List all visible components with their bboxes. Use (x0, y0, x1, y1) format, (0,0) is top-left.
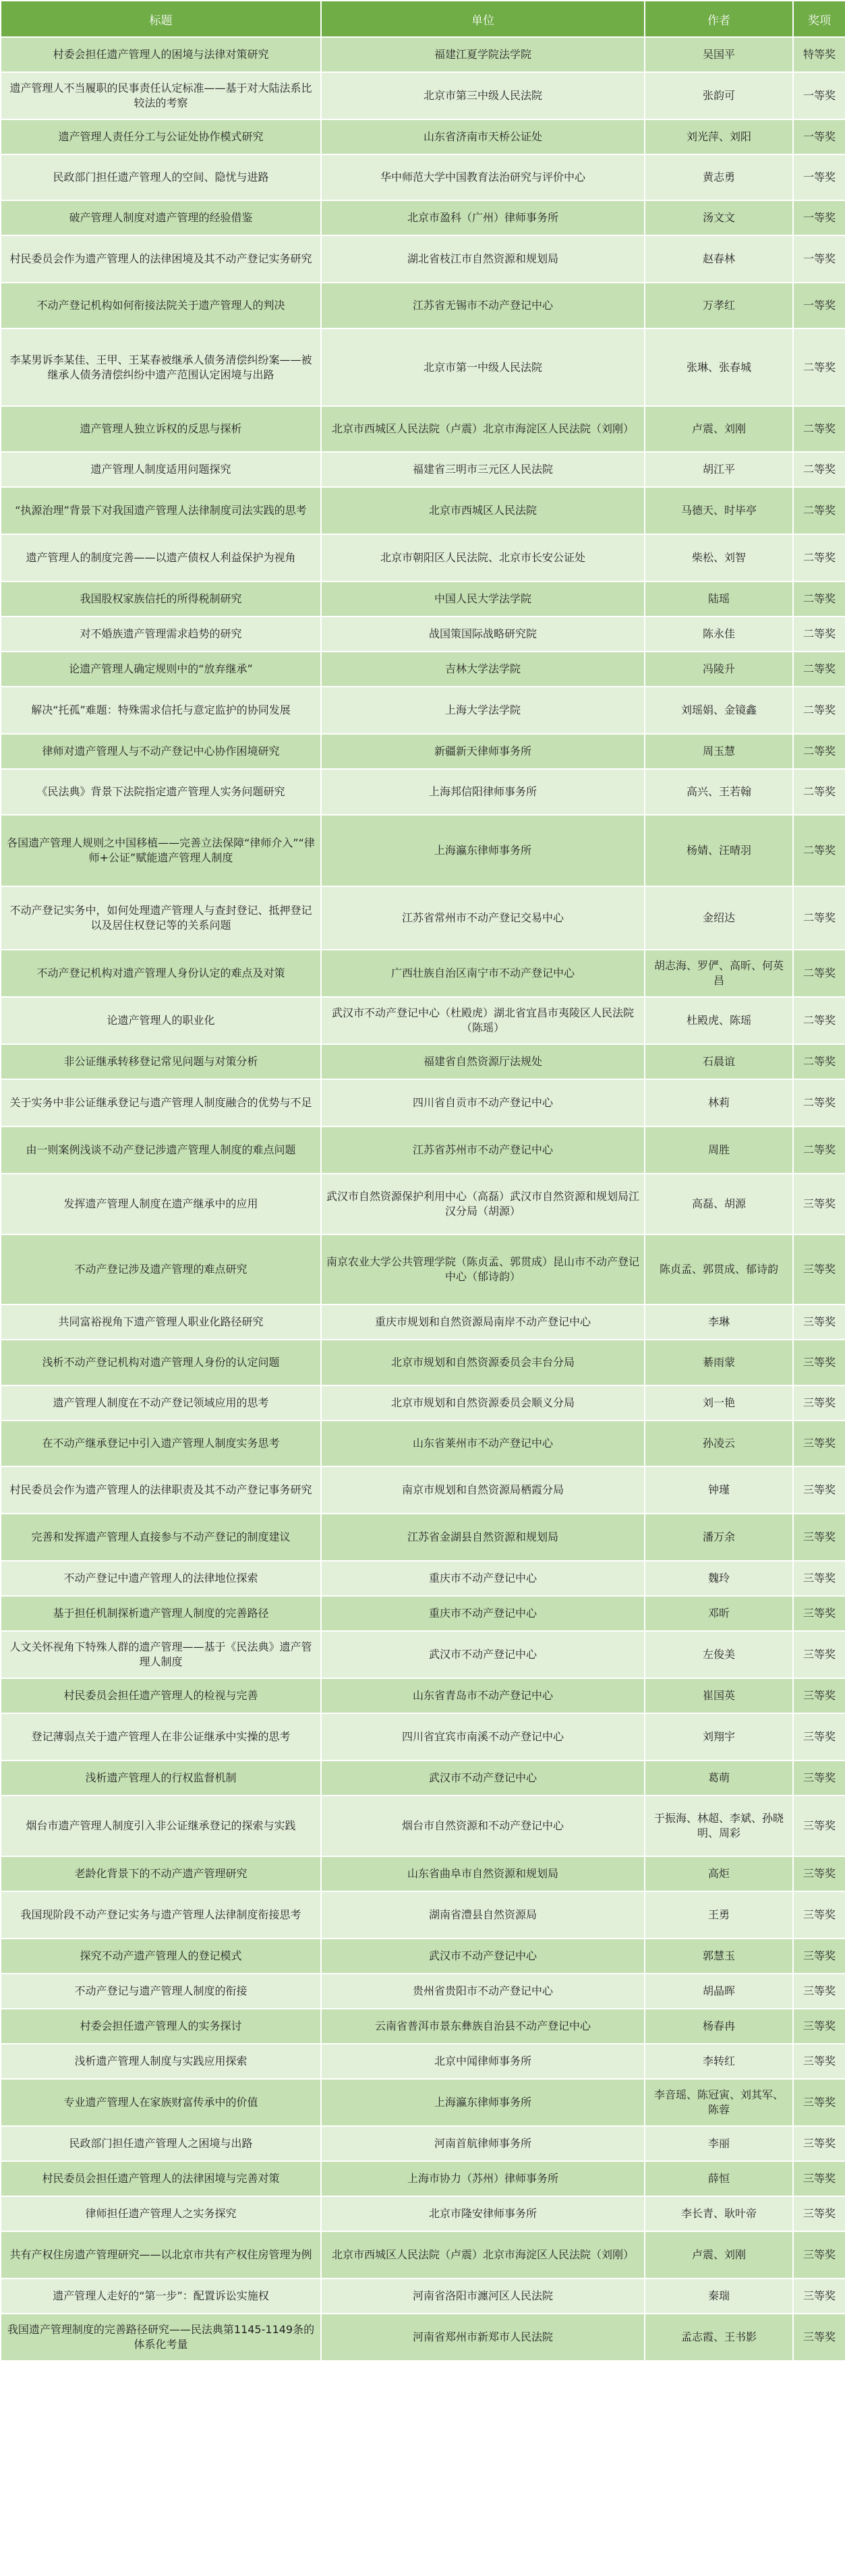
table-row (1, 886, 845, 950)
cell-unit: 北京市朝阳区人民法院、北京市长安公证处 (321, 534, 645, 581)
cell-author: 刘瑶娟、金镜鑫 (645, 687, 793, 734)
cell-award: 三等奖 (793, 1761, 845, 1796)
cell-title: 《民法典》背景下法院指定遗产管理人实务问题研究 (1, 769, 321, 815)
cell-unit: 中国人民大学法学院 (321, 581, 645, 617)
cell-author: 卢震、刘刚 (645, 2231, 793, 2279)
cell-author: 胡志海、罗俨、高昕、何英昌 (645, 950, 793, 997)
cell-award: 一等奖 (793, 154, 845, 200)
cell-author: 綦雨蒙 (645, 1340, 793, 1385)
cell-author: 高炬 (645, 1856, 793, 1891)
cell-author: 李长青、耿叶帝 (645, 2196, 793, 2231)
table-row (1, 652, 845, 687)
cell-author: 李转红 (645, 2044, 793, 2079)
cell-author: 刘翔宇 (645, 1713, 793, 1761)
cell-award: 二等奖 (793, 534, 845, 581)
header-title: 标题 (1, 1, 321, 37)
table-row (1, 1678, 845, 1713)
header-author: 作者 (645, 1, 793, 37)
cell-author: 李丽 (645, 2126, 793, 2161)
table-row (1, 119, 845, 154)
cell-title: 对不婚族遗产管理需求趋势的研究 (1, 617, 321, 652)
cell-unit: 山东省济南市天桥公证处 (321, 119, 645, 154)
cell-unit: 北京市第三中级人民法院 (321, 72, 645, 119)
cell-unit: 武汉市不动产登记中心（杜殿虎）湖北省宜昌市夷陵区人民法院（陈瑶） (321, 997, 645, 1044)
cell-author: 孟志霞、王书影 (645, 2314, 793, 2361)
cell-award: 二等奖 (793, 1126, 845, 1174)
cell-title: 不动产登记涉及遗产管理的难点研究 (1, 1234, 321, 1305)
cell-award: 二等奖 (793, 617, 845, 652)
cell-title: 各国遗产管理人规则之中国移植——完善立法保障“律师介入”“律师+公证”赋能遗产管理人制度 (1, 815, 321, 886)
cell-title: 浅析遗产管理人制度与实践应用探索 (1, 2044, 321, 2079)
table-row (1, 1234, 845, 1305)
cell-unit: 江苏省常州市不动产登记交易中心 (321, 886, 645, 950)
cell-title: 不动产登记实务中，如何处理遗产管理人与查封登记、抵押登记以及居住权登记等的关系问题 (1, 886, 321, 950)
cell-unit: 武汉市不动产登记中心 (321, 1939, 645, 1974)
table-row (1, 1044, 845, 1079)
cell-author: 王勇 (645, 1891, 793, 1939)
cell-award: 二等奖 (793, 581, 845, 617)
cell-author: 陆瑶 (645, 581, 793, 617)
cell-author: 郭慧玉 (645, 1939, 793, 1974)
cell-title: 共有产权住房遗产管理研究——以北京市共有产权住房管理为例 (1, 2231, 321, 2279)
cell-unit: 山东省莱州市不动产登记中心 (321, 1421, 645, 1466)
cell-unit: 北京市规划和自然资源委员会丰台分局 (321, 1340, 645, 1385)
cell-title: 遗产管理人制度在不动产登记领域应用的思考 (1, 1385, 321, 1421)
cell-author: 崔国英 (645, 1678, 793, 1713)
cell-award: 二等奖 (793, 652, 845, 687)
table-row (1, 2126, 845, 2161)
cell-author: 高磊、胡源 (645, 1174, 793, 1234)
table-row (1, 2009, 845, 2044)
cell-title: 不动产登记中遗产管理人的法律地位探索 (1, 1561, 321, 1596)
cell-title: 非公证继承转移登记常见问题与对策分析 (1, 1044, 321, 1079)
cell-unit: 湖南省澧县自然资源局 (321, 1891, 645, 1939)
cell-award: 三等奖 (793, 1891, 845, 1939)
table-row (1, 997, 845, 1044)
cell-author: 金绍达 (645, 886, 793, 950)
cell-author: 张韵可 (645, 72, 793, 119)
table-row (1, 1561, 845, 1596)
cell-unit: 北京市西城区人民法院（卢震）北京市海淀区人民法院（刘刚） (321, 406, 645, 452)
cell-title: 共同富裕视角下遗产管理人职业化路径研究 (1, 1305, 321, 1340)
cell-author: 柴松、刘智 (645, 534, 793, 581)
cell-unit: 上海瀛东律师事务所 (321, 2079, 645, 2126)
cell-author: 刘一艳 (645, 1385, 793, 1421)
cell-author: 冯陵升 (645, 652, 793, 687)
cell-unit: 云南省普洱市景东彝族自治县不动产登记中心 (321, 2009, 645, 2044)
table-row (1, 1079, 845, 1126)
cell-unit: 重庆市规划和自然资源局南岸不动产登记中心 (321, 1305, 645, 1340)
cell-award: 三等奖 (793, 1234, 845, 1305)
cell-author: 潘万余 (645, 1514, 793, 1561)
cell-author: 左俊美 (645, 1631, 793, 1678)
table-row (1, 1939, 845, 1974)
cell-author: 卢震、刘刚 (645, 406, 793, 452)
cell-award: 三等奖 (793, 2044, 845, 2079)
cell-unit: 北京市隆安律师事务所 (321, 2196, 645, 2231)
table-row (1, 200, 845, 235)
table-row (1, 328, 845, 406)
cell-title: 民政部门担任遗产管理人之困境与出路 (1, 2126, 321, 2161)
cell-unit: 北京中闻律师事务所 (321, 2044, 645, 2079)
cell-award: 二等奖 (793, 328, 845, 406)
cell-title: 村委会担任遗产管理人的实务探讨 (1, 2009, 321, 2044)
cell-unit: 战国策国际战略研究院 (321, 617, 645, 652)
cell-unit: 吉林大学法学院 (321, 652, 645, 687)
cell-title: 登记薄弱点关于遗产管理人在非公证继承中实操的思考 (1, 1713, 321, 1761)
cell-unit: 贵州省贵阳市不动产登记中心 (321, 1974, 645, 2009)
cell-title: 村委会担任遗产管理人的困境与法律对策研究 (1, 37, 321, 72)
table-row (1, 1761, 845, 1796)
table-row (1, 687, 845, 734)
cell-award: 一等奖 (793, 235, 845, 283)
cell-unit: 广西壮族自治区南宁市不动产登记中心 (321, 950, 645, 997)
table-row (1, 769, 845, 815)
table-row (1, 2196, 845, 2231)
cell-unit: 武汉市自然资源保护利用中心（高磊）武汉市自然资源和规划局江汉分局（胡源） (321, 1174, 645, 1234)
cell-award: 一等奖 (793, 72, 845, 119)
cell-award: 三等奖 (793, 1713, 845, 1761)
cell-award: 三等奖 (793, 2196, 845, 2231)
cell-award: 二等奖 (793, 1079, 845, 1126)
cell-title: 完善和发挥遗产管理人直接参与不动产登记的制度建议 (1, 1514, 321, 1561)
table-row (1, 950, 845, 997)
table-row (1, 1466, 845, 1514)
cell-title: 发挥遗产管理人制度在遗产继承中的应用 (1, 1174, 321, 1234)
cell-author: 于振海、林超、李斌、孙晓明、周彩 (645, 1796, 793, 1856)
cell-title: 不动产登记与遗产管理人制度的衔接 (1, 1974, 321, 2009)
header-row (1, 1, 845, 37)
cell-unit: 上海大学法学院 (321, 687, 645, 734)
cell-author: 陈贞孟、郭贯成、郁诗韵 (645, 1234, 793, 1305)
cell-title: 遗产管理人的制度完善——以遗产债权人利益保护为视角 (1, 534, 321, 581)
cell-title: “执源治理”背景下对我国遗产管理人法律制度司法实践的思考 (1, 487, 321, 534)
cell-unit: 上海市协力（苏州）律师事务所 (321, 2161, 645, 2196)
table-row (1, 2314, 845, 2361)
cell-title: 论遗产管理人确定规则中的“放弃继承” (1, 652, 321, 687)
cell-title: 浅析遗产管理人的行权监督机制 (1, 1761, 321, 1796)
cell-title: 烟台市遗产管理人制度引入非公证继承登记的探索与实践 (1, 1796, 321, 1856)
cell-title: 老龄化背景下的不动产遗产管理研究 (1, 1856, 321, 1891)
cell-author: 马德天、时毕亭 (645, 487, 793, 534)
cell-author: 薛恒 (645, 2161, 793, 2196)
table-row (1, 2079, 845, 2126)
cell-unit: 重庆市不动产登记中心 (321, 1596, 645, 1631)
cell-award: 三等奖 (793, 1631, 845, 1678)
cell-author: 高兴、王若翰 (645, 769, 793, 815)
cell-title: 我国股权家族信托的所得税制研究 (1, 581, 321, 617)
cell-title: 村民委员会作为遗产管理人的法律职责及其不动产登记事务研究 (1, 1466, 321, 1514)
cell-unit: 武汉市不动产登记中心 (321, 1631, 645, 1678)
table-row (1, 487, 845, 534)
cell-title: 我国现阶段不动产登记实务与遗产管理人法律制度衔接思考 (1, 1891, 321, 1939)
table-row (1, 1856, 845, 1891)
cell-title: 律师对遗产管理人与不动产登记中心协作困境研究 (1, 734, 321, 769)
table-row (1, 1974, 845, 2009)
header-award: 奖项 (793, 1, 845, 37)
table-row (1, 815, 845, 886)
cell-award: 三等奖 (793, 1678, 845, 1713)
cell-award: 二等奖 (793, 997, 845, 1044)
table-row (1, 2231, 845, 2279)
cell-award: 三等奖 (793, 1856, 845, 1891)
cell-title: 论遗产管理人的职业化 (1, 997, 321, 1044)
cell-award: 二等奖 (793, 687, 845, 734)
cell-title: 不动产登记机构如何衔接法院关于遗产管理人的判决 (1, 283, 321, 328)
cell-unit: 华中师范大学中国教育法治研究与评价中心 (321, 154, 645, 200)
cell-award: 三等奖 (793, 1561, 845, 1596)
cell-title: 探究不动产遗产管理人的登记模式 (1, 1939, 321, 1974)
cell-title: 人文关怀视角下特殊人群的遗产管理——基于《民法典》遗产管理人制度 (1, 1631, 321, 1678)
cell-title: 李某男诉李某佳、王甲、王某春被继承人债务清偿纠纷案——被继承人债务清偿纠纷中遗产范围认定困境与出路 (1, 328, 321, 406)
cell-author: 吴国平 (645, 37, 793, 72)
cell-author: 李琳 (645, 1305, 793, 1340)
cell-title: 基于担任机制探析遗产管理人制度的完善路径 (1, 1596, 321, 1631)
cell-award: 三等奖 (793, 1596, 845, 1631)
cell-author: 葛萌 (645, 1761, 793, 1796)
cell-award: 三等奖 (793, 1514, 845, 1561)
cell-title: 不动产登记机构对遗产管理人身份认定的难点及对策 (1, 950, 321, 997)
table-row (1, 452, 845, 487)
cell-author: 黄志勇 (645, 154, 793, 200)
cell-author: 邓昕 (645, 1596, 793, 1631)
table-row (1, 1305, 845, 1340)
cell-author: 杜殿虎、陈瑶 (645, 997, 793, 1044)
cell-title: 遗产管理人独立诉权的反思与探析 (1, 406, 321, 452)
cell-title: 遗产管理人责任分工与公证处协作模式研究 (1, 119, 321, 154)
cell-unit: 北京市西城区人民法院（卢震）北京市海淀区人民法院（刘刚） (321, 2231, 645, 2279)
table-row (1, 1174, 845, 1234)
table-row (1, 406, 845, 452)
cell-award: 二等奖 (793, 406, 845, 452)
cell-unit: 南京农业大学公共管理学院（陈贞孟、郭贯成）昆山市不动产登记中心（郁诗韵） (321, 1234, 645, 1305)
cell-unit: 北京市盈科（广州）律师事务所 (321, 200, 645, 235)
cell-unit: 江苏省金湖县自然资源和规划局 (321, 1514, 645, 1561)
table-row (1, 1385, 845, 1421)
table-row (1, 2161, 845, 2196)
table-row (1, 1713, 845, 1761)
cell-author: 孙凌云 (645, 1421, 793, 1466)
cell-award: 三等奖 (793, 1421, 845, 1466)
cell-unit: 河南首航律师事务所 (321, 2126, 645, 2161)
cell-award: 二等奖 (793, 487, 845, 534)
cell-author: 万孝红 (645, 283, 793, 328)
cell-author: 魏玲 (645, 1561, 793, 1596)
cell-unit: 福建省三明市三元区人民法院 (321, 452, 645, 487)
cell-author: 李音瑶、陈冠寅、刘其军、陈蓉 (645, 2079, 793, 2126)
cell-unit: 山东省曲阜市自然资源和规划局 (321, 1856, 645, 1891)
cell-title: 律师担任遗产管理人之实务探究 (1, 2196, 321, 2231)
cell-award: 三等奖 (793, 1340, 845, 1385)
cell-unit: 福建省自然资源厅法规处 (321, 1044, 645, 1079)
table-row (1, 154, 845, 200)
cell-award: 三等奖 (793, 2009, 845, 2044)
cell-unit: 南京市规划和自然资源局栖霞分局 (321, 1466, 645, 1514)
table-row (1, 617, 845, 652)
table-row (1, 37, 845, 72)
cell-award: 三等奖 (793, 2279, 845, 2314)
cell-author: 周玉慧 (645, 734, 793, 769)
cell-title: 在不动产继承登记中引入遗产管理人制度实务思考 (1, 1421, 321, 1466)
cell-title: 村民委员会担任遗产管理人的检视与完善 (1, 1678, 321, 1713)
cell-award: 二等奖 (793, 886, 845, 950)
cell-author: 周胜 (645, 1126, 793, 1174)
cell-unit: 北京市第一中级人民法院 (321, 328, 645, 406)
cell-title: 遗产管理人走好的“第一步”：配置诉讼实施权 (1, 2279, 321, 2314)
cell-title: 浅析不动产登记机构对遗产管理人身份的认定问题 (1, 1340, 321, 1385)
cell-award: 一等奖 (793, 283, 845, 328)
cell-award: 三等奖 (793, 1385, 845, 1421)
cell-title: 村民委员会作为遗产管理人的法律困境及其不动产登记实务研究 (1, 235, 321, 283)
cell-author: 石晨谊 (645, 1044, 793, 1079)
cell-title: 解决“托孤”难题：特殊需求信托与意定监护的协同发展 (1, 687, 321, 734)
table-row (1, 1596, 845, 1631)
cell-author: 赵春林 (645, 235, 793, 283)
cell-unit: 重庆市不动产登记中心 (321, 1561, 645, 1596)
cell-author: 陈永佳 (645, 617, 793, 652)
cell-title: 民政部门担任遗产管理人的空间、隐忧与进路 (1, 154, 321, 200)
cell-unit: 北京市西城区人民法院 (321, 487, 645, 534)
cell-award: 二等奖 (793, 950, 845, 997)
cell-award: 三等奖 (793, 2161, 845, 2196)
cell-award: 三等奖 (793, 1939, 845, 1974)
table-row (1, 1126, 845, 1174)
cell-award: 三等奖 (793, 2079, 845, 2126)
cell-author: 胡江平 (645, 452, 793, 487)
cell-author: 杨春冉 (645, 2009, 793, 2044)
cell-award: 一等奖 (793, 119, 845, 154)
cell-unit: 上海邦信阳律师事务所 (321, 769, 645, 815)
cell-author: 汤文文 (645, 200, 793, 235)
table-row (1, 734, 845, 769)
cell-unit: 四川省自贡市不动产登记中心 (321, 1079, 645, 1126)
cell-unit: 河南省郑州市新郑市人民法院 (321, 2314, 645, 2361)
cell-author: 钟瑾 (645, 1466, 793, 1514)
cell-title: 专业遗产管理人在家族财富传承中的价值 (1, 2079, 321, 2126)
cell-author: 胡晶晖 (645, 1974, 793, 2009)
cell-author: 张琳、张春城 (645, 328, 793, 406)
table-row (1, 1796, 845, 1856)
cell-unit: 烟台市自然资源和不动产登记中心 (321, 1796, 645, 1856)
cell-unit: 湖北省枝江市自然资源和规划局 (321, 235, 645, 283)
cell-award: 三等奖 (793, 1466, 845, 1514)
cell-unit: 四川省宜宾市南溪不动产登记中心 (321, 1713, 645, 1761)
table-row (1, 283, 845, 328)
cell-title: 破产管理人制度对遗产管理的经验借鉴 (1, 200, 321, 235)
cell-author: 秦瑞 (645, 2279, 793, 2314)
cell-author: 杨婧、汪晴羽 (645, 815, 793, 886)
cell-title: 由一则案例浅谈不动产登记涉遗产管理人制度的难点问题 (1, 1126, 321, 1174)
cell-title: 遗产管理人不当履职的民事责任认定标准——基于对大陆法系比较法的考察 (1, 72, 321, 119)
cell-award: 三等奖 (793, 1796, 845, 1856)
cell-unit: 上海瀛东律师事务所 (321, 815, 645, 886)
cell-unit: 江苏省无锡市不动产登记中心 (321, 283, 645, 328)
table-row (1, 1514, 845, 1561)
table-row (1, 2044, 845, 2079)
cell-award: 三等奖 (793, 2231, 845, 2279)
cell-author: 刘光萍、刘阳 (645, 119, 793, 154)
cell-unit: 河南省洛阳市瀍河区人民法院 (321, 2279, 645, 2314)
table-row (1, 1891, 845, 1939)
cell-award: 一等奖 (793, 200, 845, 235)
cell-award: 二等奖 (793, 734, 845, 769)
header-unit: 单位 (321, 1, 645, 37)
cell-award: 二等奖 (793, 815, 845, 886)
cell-title: 村民委员会担任遗产管理人的法律困境与完善对策 (1, 2161, 321, 2196)
table-row (1, 72, 845, 119)
table-row (1, 2279, 845, 2314)
table-row (1, 1340, 845, 1385)
cell-unit: 福建江夏学院法学院 (321, 37, 645, 72)
table-row (1, 235, 845, 283)
cell-award: 二等奖 (793, 452, 845, 487)
table-row (1, 1631, 845, 1678)
cell-award: 三等奖 (793, 1974, 845, 2009)
cell-unit: 江苏省苏州市不动产登记中心 (321, 1126, 645, 1174)
cell-title: 我国遗产管理制度的完善路径研究——民法典第1145-1149条的体系化考量 (1, 2314, 321, 2361)
cell-title: 关于实务中非公证继承登记与遗产管理人制度融合的优势与不足 (1, 1079, 321, 1126)
cell-award: 三等奖 (793, 1174, 845, 1234)
cell-award: 三等奖 (793, 2314, 845, 2361)
table-row (1, 534, 845, 581)
table-row (1, 1421, 845, 1466)
cell-title: 遗产管理人制度适用问题探究 (1, 452, 321, 487)
cell-unit: 北京市规划和自然资源委员会顺义分局 (321, 1385, 645, 1421)
cell-award: 二等奖 (793, 769, 845, 815)
cell-award: 三等奖 (793, 1305, 845, 1340)
table-row (1, 581, 845, 617)
cell-unit: 山东省青岛市不动产登记中心 (321, 1678, 645, 1713)
cell-unit: 武汉市不动产登记中心 (321, 1761, 645, 1796)
cell-award: 特等奖 (793, 37, 845, 72)
cell-unit: 新疆新天律师事务所 (321, 734, 645, 769)
cell-award: 三等奖 (793, 2126, 845, 2161)
cell-award: 二等奖 (793, 1044, 845, 1079)
cell-author: 林莉 (645, 1079, 793, 1126)
